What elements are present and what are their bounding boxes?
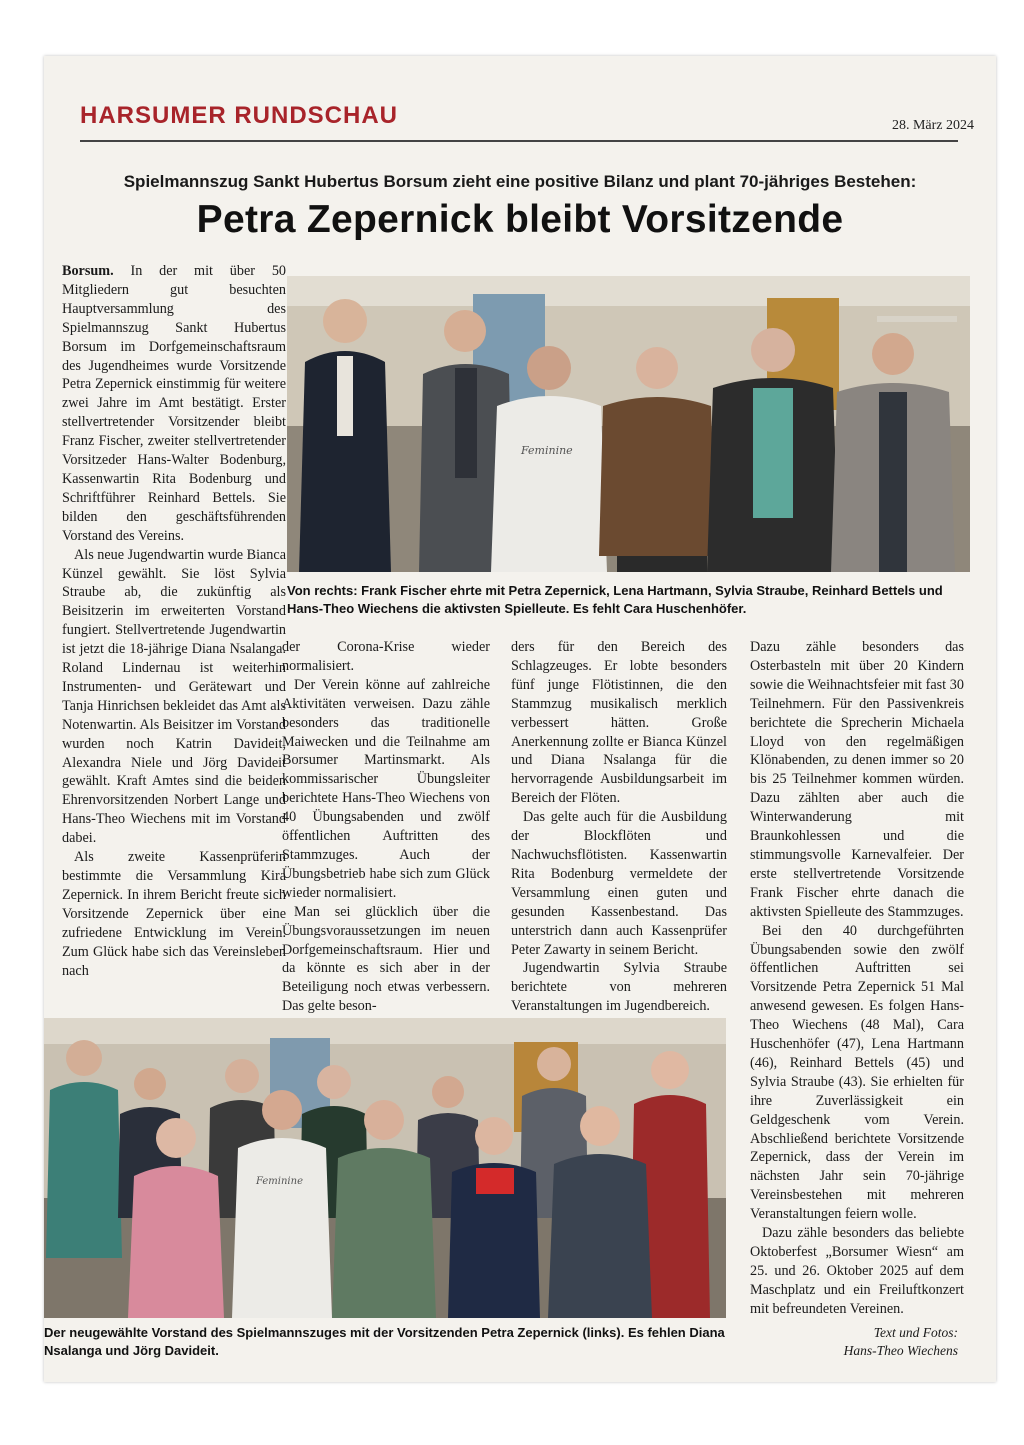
kicker: Spielmannszug Sankt Hubertus Borsum zieht eine positive Bilanz und plant 70-jähriges Bestehen:	[123, 172, 917, 191]
headline: Petra Zepernick bleibt Vorsitzende	[196, 198, 844, 241]
issue-date: 28. März 2024	[891, 118, 974, 133]
article-column-4	[750, 638, 964, 1319]
newspaper-clipping	[44, 56, 996, 1382]
article-column-3	[511, 638, 727, 1016]
paragraph: Dazu zähle besonders das Osterbasteln mit über 20 Kindern sowie die Weihnachtsfeier mit fast 30 Teilnehmern. Für den Passivenkreis berichtete die Sprecherin Michaela Lloyd von den regelmäßigen Klönabenden, zu denen immer so 20 bis 25 Teilnehmer kommen würden. Dazu zählten aber auch die Winterwanderung mit Braunkohlessen und die stimmungsvolle Karnevalfeier. Der erste stellvertretende Vorsitzende Frank Fischer ehrte danach die aktivsten Spielleute des Stammzuges.	[750, 639, 964, 920]
paragraph: Das gelte auch für die Ausbildung der Blockflöten und Nachwuchsflötisten. Kassenwartin Rita Bodenburg vermeldete der Versammlung einen guten und gesunden Kassenbestand. Das unterstrich dann auch Kassenprüfer Peter Zawarty in seinem Bericht.	[511, 809, 727, 958]
article-column-2	[282, 638, 490, 1016]
masthead: HARSUMER RUNDSCHAU	[80, 102, 398, 129]
shirt-print: Feminine	[521, 444, 573, 457]
photo-caption: Der neugewählte Vorstand des Spielmannszuges mit der Vorsitzenden Petra Zepernick (links). Es fehlen Diana Nsalanga und Jörg Davideit.	[44, 1325, 725, 1358]
paragraph: Man sei glücklich über die Übungsvoraussetzungen im neuen Dorfgemeinschaftsraum. Hier und da könnte es sich aber in der Beteiligung noch etwas verbessern. Das gelte beson-	[282, 903, 490, 1015]
paragraph	[62, 262, 286, 546]
credit-author: Hans-Theo Wiechens	[843, 1343, 958, 1358]
paragraph: Bei den 40 durchgeführten Übungsabenden sowie den zwölf öffentlichen Auftritten sei Vorsitzende Petra Zepernick 51 Mal anwesend gewesen. Es folgen Hans-Theo Wiechens (48 Mal), Cara Huschenhöfer (47), Lena Hartmann (46), Reinhard Bettels (45) und Sylvia Straube (43). Sie erhielten für ihre Zuverlässigkeit ein Geldgeschenk vom Verein. Abschließend berichtete Vorsitzende Zepernick, dass der Verein im nächsten Jahr sein 70-jährige Vereinsbestehen mit mehreren Veranstaltungen feiern wolle.	[750, 922, 964, 1223]
paragraph: der Corona-Krise wieder normalisiert.	[282, 639, 490, 674]
paragraph: Als neue Jugendwartin wurde Bianca Künzel gewählt. Sie löst Sylvia Straube ab, die zukünftig als Beisitzerin im erweiterten Vorstand fungiert. Stellvertretende Jugendwartin ist jetzt die 18-jährige Diana Nsalanga. Roland Lindernau ist weiterhin Instrumenten- und Gerätewart und Tanja Hinrichsen bekleidet das Amt als Notenwartin. Als Beisitzer im Vorstand wurden noch Katrin Davideit, Alexandra Niele und Jörg Davideit gewählt. Kraft Amtes sind die beiden Ehrenvorsitzenden Norbert Lange und Hans-Theo Wiechens mit im Vorstand dabei.	[62, 546, 286, 847]
paragraph: Jugendwartin Sylvia Straube berichtete von mehreren Veranstaltungen im Jugendbereich.	[511, 960, 727, 1015]
paragraph: Der Verein könne auf zahlreiche Aktivitäten verweisen. Dazu zähle besonders das traditionelle Maiwecken und die Teilnahme am Borsumer Martinsmarkt. Als kommissarischer Übungsleiter berichtete Hans-Theo Wiechens von 40 Übungsabenden und zwölf öffentlichen Auftritten des Stammzuges. Auch der Übungsbetrieb habe sich zum Glück wieder normalisiert.	[282, 676, 490, 901]
photo-honored-members	[287, 276, 970, 572]
photo-credit	[800, 1324, 958, 1360]
dateline-place: Borsum.	[62, 263, 114, 279]
credit-label: Text und Fotos:	[873, 1325, 958, 1340]
paragraph: Als zweite Kassenprüferin bestimmte die Versammlung Kira Zepernick. In ihrem Bericht freute sich Vorsitzende Zepernick über eine zufriedene Entwicklung im Verein. Zum Glück habe sich das Vereinsleben nach	[62, 849, 286, 979]
photo-caption: Von rechts: Frank Fischer ehrte mit Petra Zepernick, Lena Hartmann, Sylvia Straube, Reinhard Bettels und Hans-Theo Wiechens die aktivsten Spielleute. Es fehlt Cara Huschenhöfer.	[287, 583, 943, 616]
paragraph: Dazu zähle besonders das beliebte Oktoberfest „Borsumer Wiesn“ am 25. und 26. Oktober 2025 auf dem Maschplatz und ein Freiluftkonzert mit befreundeten Vereinen.	[750, 1225, 964, 1317]
masthead-rule	[80, 140, 958, 142]
photo-new-board	[44, 1018, 726, 1318]
shirt-print: Feminine	[256, 1176, 303, 1187]
paragraph-text: In der mit über 50 Mitgliedern gut besuchten Hauptversammlung des Spielmannszug Sankt Hubertus Borsum im Dorfgemeinschaftsraum des Jugendheimes wurde Vorsitzende Petra Zepernick einstimmig für weitere zwei Jahre im Amt bestätigt. Erster stellvertretender Vorsitzender bleibt Franz Fischer, zweiter stellvertretender Vorsitzeder Hans-Walter Bodenburg, Kassenwartin Rita Bodenburg und Schriftführer Reinhard Bettels. Sie bilden den geschäftsführenden Vorstand des Vereins.	[62, 263, 287, 544]
paragraph: ders für den Bereich des Schlagzeuges. Er lobte besonders fünf junge Flötistinnen, die den Stammzug musikalisch merklich verbessert hätten. Große Anerkennung zollte er Bianca Künzel und Diana Nsalanga für die hervorragende Ausbildungsarbeit im Bereich der Flöten.	[511, 639, 727, 807]
article-column-1	[62, 262, 286, 980]
